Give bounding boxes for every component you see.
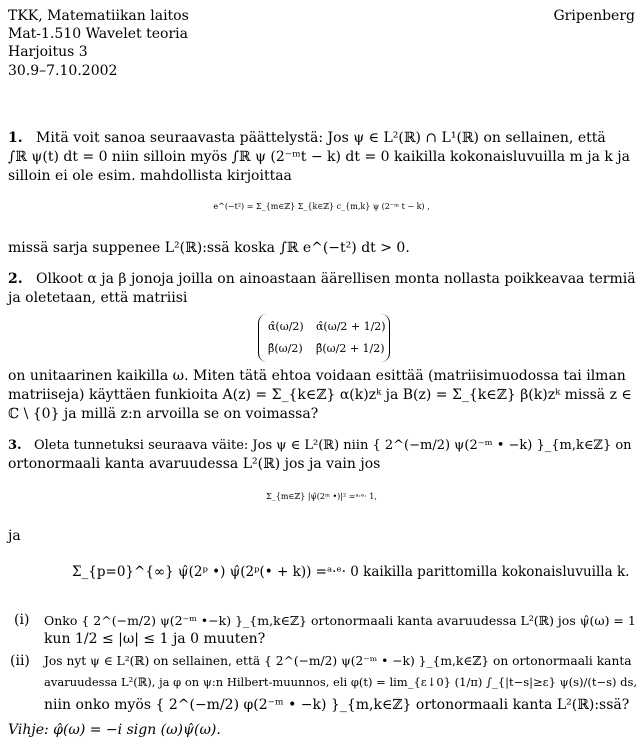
item-ii-label: (ii) xyxy=(10,653,30,669)
problem-3-line-2: ortonormaali kanta avaruudessa L²(ℝ) jos ja vain jos xyxy=(8,456,381,472)
problem-1-line-3: silloin ei ole esim. mahdollista kirjoittaa xyxy=(8,168,292,184)
problem-2-after-3: ℂ \ {0} ja millä z:n arvoilla se on voimassa? xyxy=(8,406,319,422)
problem-2-line-1 xyxy=(8,271,636,288)
problem-3-ja: ja xyxy=(8,528,21,544)
item-i-line-2: kun 1/2 ≤ |ω| ≤ 1 ja 0 muuten? xyxy=(44,631,266,647)
header-line-4: 30.9–7.10.2002 xyxy=(8,63,118,79)
problem-1-number: 1. xyxy=(8,130,23,146)
matrix-right-paren xyxy=(381,314,390,362)
problem-1-text-1: Mitä voit sanoa seuraavasta päättelystä: Jos ψ ∈ L²(ℝ) ∩ L¹(ℝ) on sellainen, että xyxy=(35,130,606,146)
item-ii-line-2: avaruudessa L²(ℝ), ja φ on ψ:n Hilbert-muunnos, eli φ(t) = lim_{ε↓0} (1/π) ∫_{|t−s|≥ε} ψ(s)/(t−s) ds, xyxy=(44,675,638,689)
problem-2-number: 2. xyxy=(8,271,23,287)
problem-3-line-1 xyxy=(8,437,632,454)
problem-1-formula: e^(−t²) = Σ_{m∈ℤ} Σ_{k∈ℤ} c_{m,k} ψ (2⁻ᵐ t − k) , xyxy=(213,202,430,211)
matrix-a21: β̂(ω/2) xyxy=(268,342,303,355)
problem-2-after-2: matriiseja) käyttäen funkioita A(z) = Σ_{k∈ℤ} α(k)zᵏ ja B(z) = Σ_{k∈ℤ} β(k)zᵏ missä z ∈ xyxy=(8,387,632,403)
header-author: Gripenberg xyxy=(553,8,635,24)
problem-2-after-1: on unitaarinen kaikilla ω. Miten tätä ehtoa voidaan esittää (matriisimuodossa tai ilman xyxy=(8,368,626,384)
problem-3-number: 3. xyxy=(8,438,22,453)
header-line-3: Harjoitus 3 xyxy=(8,44,88,60)
problem-2-matrix xyxy=(258,314,390,364)
problem-2-text-1: Olkoot α ja β jonoja joilla on ainoastaan äärellisen monta nollasta poikkeavaa termiä xyxy=(35,271,636,287)
matrix-a22: β̂(ω/2 + 1/2) xyxy=(316,342,385,355)
matrix-a12: α̂(ω/2 + 1/2) xyxy=(316,320,386,333)
item-ii-line-3: niin onko myös { 2^(−m/2) φ(2⁻ᵐ • −k) }_{m,k∈ℤ} ortonormaali kanta L²(ℝ):ssä? xyxy=(44,697,630,713)
problem-1-line-2: ∫ℝ ψ(t) dt = 0 niin silloin myös ∫ℝ ψ (2⁻ᵐt − k) dt = 0 kaikilla kokonaisluvuilla m ja k ja xyxy=(8,149,630,165)
problem-1-line-1 xyxy=(8,130,635,147)
matrix-left-paren xyxy=(258,314,267,362)
item-ii-line-1: Jos nyt ψ ∈ L²(ℝ) on sellainen, että { 2^(−m/2) ψ(2⁻ᵐ • −k) }_{m,k∈ℤ} on ortonormaali kanta xyxy=(44,654,632,668)
problem-3-formula-1: Σ_{m∈ℤ} |ψ̂(2ᵐ •)|² =ᵃ·ᵉ· 1, xyxy=(266,492,377,501)
problem-2-line-2: ja oletetaan, että matriisi xyxy=(8,290,188,306)
header-line-2: Mat-1.510 Wavelet teoria xyxy=(8,26,188,42)
item-i-line-1: Onko { 2^(−m/2) ψ(2⁻ᵐ •−k) }_{m,k∈ℤ} ortonormaali kanta avaruudessa L²(ℝ) jos ψ̂(ω) = 1 xyxy=(44,613,636,628)
item-i-label: (i) xyxy=(14,612,30,628)
problem-3-text-1: Oleta tunnetuksi seuraava väite: Jos ψ ∈ L²(ℝ) niin { 2^(−m/2) ψ(2⁻ᵐ • −k) }_{m,k∈ℤ} on xyxy=(33,438,632,453)
problem-3-formula-2: Σ_{p=0}^{∞} ψ̂(2ᵖ •) ψ̂(2ᵖ(• + k)) =ᵃ·ᵉ· 0 kaikilla parittomilla kokonaisluvuilla k. xyxy=(72,564,630,580)
hint: Vihje: φ̂(ω) = −i sign (ω)ψ̂(ω). xyxy=(8,722,221,738)
problem-1-after: missä sarja suppenee L²(ℝ):ssä koska ∫ℝ e^(−t²) dt > 0. xyxy=(8,240,410,256)
matrix-a11: α̂(ω/2) xyxy=(268,320,304,333)
header-line-1: TKK, Matematiikan laitos xyxy=(8,8,189,24)
